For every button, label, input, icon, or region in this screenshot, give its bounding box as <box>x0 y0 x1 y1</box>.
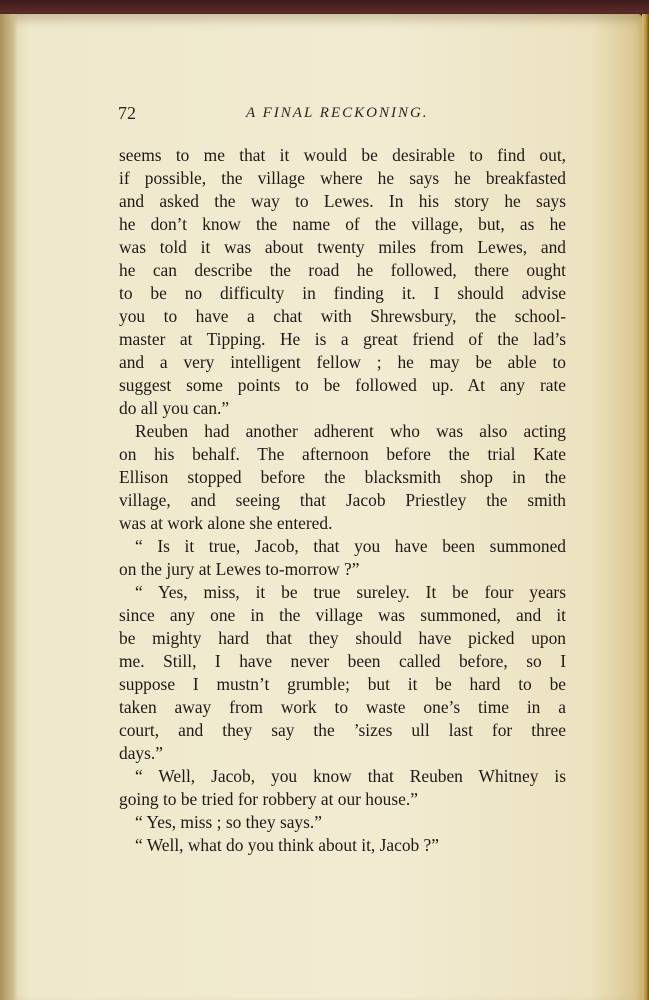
text-line: taken away from work to waste one’s time in a <box>119 697 566 717</box>
body-text <box>119 144 566 857</box>
text-line: on the jury at Lewes to-morrow ?” <box>119 559 360 579</box>
text-line: “ Yes, miss, it be true sureley. It be four years <box>135 582 566 602</box>
text-line: Ellison stopped before the blacksmith shop in the <box>119 467 566 487</box>
text-line: suggest some points to be followed up. At any rate <box>119 375 566 395</box>
page-edge <box>642 14 649 1000</box>
text-line: he can describe the road he followed, there ought <box>119 260 566 280</box>
text-line: suppose I mustn’t grumble; but it be hard to be <box>119 674 566 694</box>
text-line: village, and seeing that Jacob Priestley the smith <box>119 490 566 510</box>
page-header <box>118 103 568 129</box>
text-line: and a very intelligent fellow ; he may be able to <box>119 352 566 372</box>
text-line: seems to me that it would be desirable to find out, <box>119 145 566 165</box>
text-line: was at work alone she entered. <box>119 513 333 533</box>
text-line: on his behalf. The afternoon before the trial Kate <box>119 444 566 464</box>
text-line: me. Still, I have never been called before, so I <box>119 651 566 671</box>
text-line: since any one in the village was summoned, and it <box>119 605 566 625</box>
text-line: was told it was about twenty miles from Lewes, and <box>119 237 566 257</box>
text-line: do all you can.” <box>119 398 230 418</box>
running-title: A FINAL RECKONING. <box>246 105 429 121</box>
text-line: Reuben had another adherent who was also acting <box>135 421 566 441</box>
text-line: be mighty hard that they should have picked upon <box>119 628 566 648</box>
text-line: “ Is it true, Jacob, that you have been summoned <box>135 536 566 556</box>
text-line: he don’t know the name of the village, but, as he <box>119 214 566 234</box>
text-line: master at Tipping. He is a great friend of the lad’s <box>119 329 566 349</box>
text-line: “ Yes, miss ; so they says.” <box>135 812 322 832</box>
text-line: days.” <box>119 743 163 763</box>
page-gutter <box>0 14 18 1000</box>
page-number: 72 <box>118 103 136 123</box>
text-line: and asked the way to Lewes. In his story he says <box>119 191 566 211</box>
text-line: court, and they say the ’sizes ull last for three <box>119 720 566 740</box>
text-line: if possible, the village where he says he breakfasted <box>119 168 566 188</box>
text-line: going to be tried for robbery at our house.” <box>119 789 418 809</box>
text-line: you to have a chat with Shrewsbury, the school- <box>119 306 566 326</box>
text-line: “ Well, Jacob, you know that Reuben Whitney is <box>135 766 566 786</box>
text-line: to be no difficulty in finding it. I should advise <box>119 283 566 303</box>
text-line: “ Well, what do you think about it, Jacob ?” <box>135 835 439 855</box>
